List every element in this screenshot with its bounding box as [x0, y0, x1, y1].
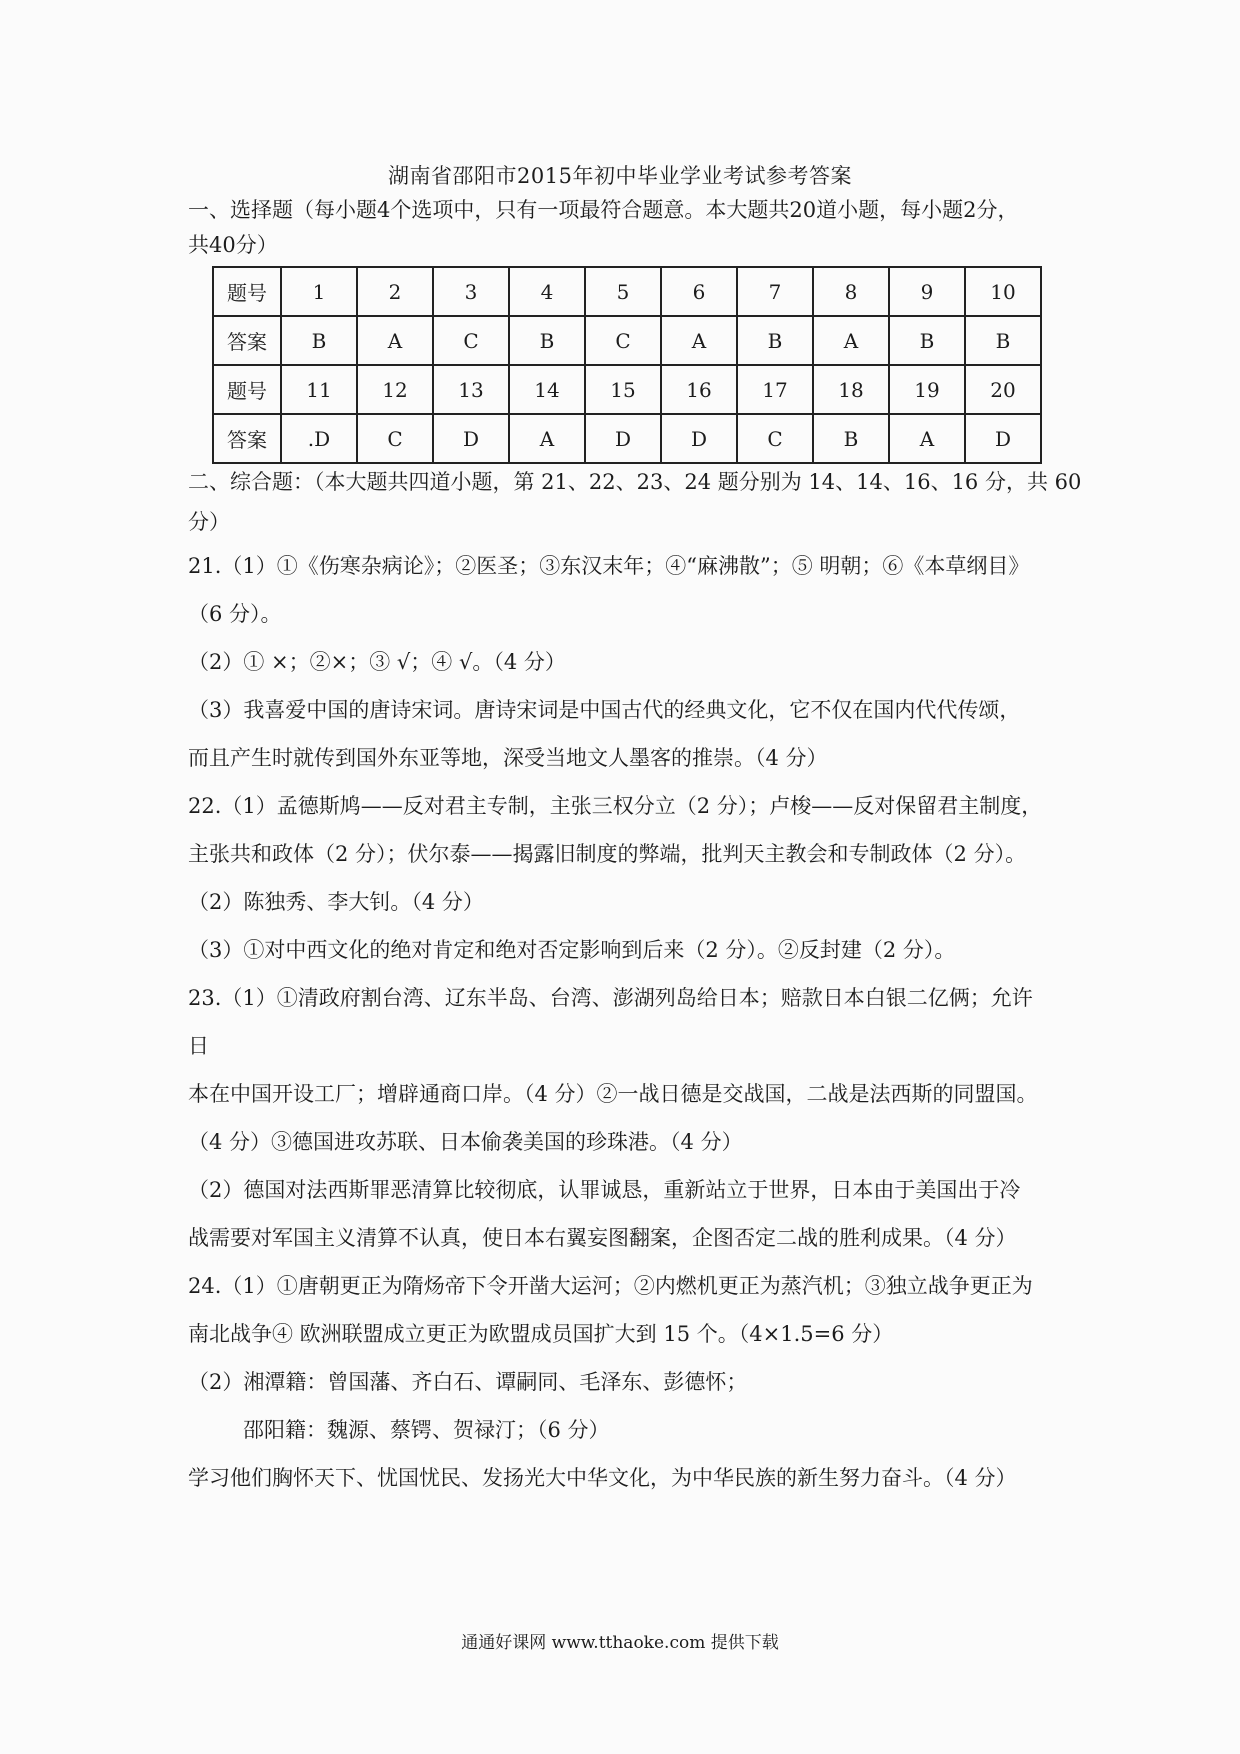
- footer-source: 通通好课网 www.tthaoke.com 提供下载: [461, 1633, 779, 1653]
- table-cell: A: [509, 414, 585, 463]
- table-cell: 14: [509, 365, 585, 414]
- table-cell: 1: [281, 267, 357, 316]
- table-cell: 题号: [213, 267, 281, 316]
- table-cell: 19: [889, 365, 965, 414]
- table-cell: 15: [585, 365, 661, 414]
- table-cell: C: [357, 414, 433, 463]
- text-line: 24.（1）①唐朝更正为隋炀帝下令开凿大运河；②内燃机更正为蒸汽机；③独立战争更正为: [188, 1274, 1033, 1298]
- text-line: 主张共和政体（2 分）；伏尔泰——揭露旧制度的弊端，批判天主教会和专制政体（2 分）。: [188, 842, 1027, 866]
- text-line: （2）① ×；②×；③ √；④ √。（4 分）: [188, 650, 566, 674]
- table-cell: B: [813, 414, 889, 463]
- table-cell: A: [889, 414, 965, 463]
- table-cell: A: [357, 316, 433, 365]
- table-cell: 题号: [213, 365, 281, 414]
- table-cell: 答案: [213, 414, 281, 463]
- answer-table: [212, 266, 1042, 464]
- table-cell: B: [281, 316, 357, 365]
- text-line: （2）德国对法西斯罪恶清算比较彻底，认罪诚恳，重新站立于世界，日本由于美国出于冷: [188, 1178, 1021, 1202]
- text-line: （4 分）③德国进攻苏联、日本偷袭美国的珍珠港。（4 分）: [188, 1130, 743, 1154]
- document-title: 湖南省邵阳市2015年初中毕业学业考试参考答案: [388, 164, 852, 188]
- table-cell: 17: [737, 365, 813, 414]
- table-cell: 12: [357, 365, 433, 414]
- text-line: 南北战争④ 欧洲联盟成立更正为欧盟成员国扩大到 15 个。（4×1.5=6 分）: [188, 1322, 894, 1346]
- table-cell: 11: [281, 365, 357, 414]
- section-1-heading-line: 共40分）: [188, 233, 278, 257]
- section-1-heading-line: 一、选择题（每小题4个选项中，只有一项最符合题意。本大题共20道小题，每小题2分，: [188, 198, 1019, 222]
- table-row: [213, 365, 1041, 414]
- table-cell: B: [965, 316, 1041, 365]
- table-cell: 7: [737, 267, 813, 316]
- section-1-heading: [188, 193, 1058, 263]
- table-cell: A: [661, 316, 737, 365]
- table-cell: B: [889, 316, 965, 365]
- table-row: [213, 267, 1041, 316]
- table-cell: D: [965, 414, 1041, 463]
- table-cell: B: [509, 316, 585, 365]
- table-cell: A: [813, 316, 889, 365]
- text-line: 分）: [188, 510, 230, 534]
- text-line: 邵阳籍：魏源、蔡锷、贺禄汀；（6 分）: [243, 1418, 610, 1442]
- table-cell: 2: [357, 267, 433, 316]
- table-row: [213, 316, 1041, 365]
- text-line: 而且产生时就传到国外东亚等地，深受当地文人墨客的推崇。（4 分）: [188, 746, 828, 770]
- table-cell: D: [433, 414, 509, 463]
- table-cell: 13: [433, 365, 509, 414]
- text-line: （6 分）。: [188, 602, 282, 626]
- text-line: 日: [188, 1034, 209, 1058]
- table-cell: 6: [661, 267, 737, 316]
- table-cell: 4: [509, 267, 585, 316]
- table-cell: C: [585, 316, 661, 365]
- section-2-body: [188, 462, 1082, 1502]
- text-line: （2）陈独秀、李大钊。（4 分）: [188, 890, 484, 914]
- text-line: 23.（1）①清政府割台湾、辽东半岛、台湾、澎湖列岛给日本；赔款日本白银二亿俩；允许: [188, 986, 1033, 1010]
- table-cell: 答案: [213, 316, 281, 365]
- text-line: 22.（1）孟德斯鸠——反对君主专制，主张三权分立（2 分）；卢梭——反对保留君主制度，: [188, 794, 1043, 818]
- table-cell: 20: [965, 365, 1041, 414]
- table-row: [213, 414, 1041, 463]
- table-cell: 5: [585, 267, 661, 316]
- text-line: 战需要对军国主义清算不认真，使日本右翼妄图翻案，企图否定二战的胜利成果。（4 分）: [188, 1226, 1017, 1250]
- table-cell: 8: [813, 267, 889, 316]
- table-cell: B: [737, 316, 813, 365]
- text-line: 21.（1）①《伤寒杂病论》；②医圣；③东汉末年；④“麻沸散”；⑤ 明朝；⑥《本草纲目》: [188, 554, 1030, 578]
- text-line: 二、综合题：（本大题共四道小题，第 21、22、23、24 题分别为 14、14、16、16 分，共 60: [188, 470, 1082, 494]
- table-cell: 16: [661, 365, 737, 414]
- table-cell: D: [585, 414, 661, 463]
- table-cell: .D: [281, 414, 357, 463]
- text-line: 学习他们胸怀天下、忧国忧民、发扬光大中华文化，为中华民族的新生努力奋斗。（4 分）: [188, 1466, 1017, 1490]
- table-cell: D: [661, 414, 737, 463]
- table-cell: 10: [965, 267, 1041, 316]
- text-line: （3）①对中西文化的绝对肯定和绝对否定影响到后来（2 分）。②反封建（2 分）。: [188, 938, 956, 962]
- table-cell: 9: [889, 267, 965, 316]
- table-cell: C: [433, 316, 509, 365]
- table-cell: 18: [813, 365, 889, 414]
- text-line: （3）我喜爱中国的唐诗宋词。唐诗宋词是中国古代的经典文化，它不仅在国内代代传颂，: [188, 698, 1021, 722]
- text-line: （2）湘潭籍：曾国藩、齐白石、谭嗣同、毛泽东、彭德怀；: [188, 1370, 748, 1394]
- table-cell: 3: [433, 267, 509, 316]
- text-line: 本在中国开设工厂；增辟通商口岸。（4 分）②一战日德是交战国，二战是法西斯的同盟国。: [188, 1082, 1038, 1106]
- table-cell: C: [737, 414, 813, 463]
